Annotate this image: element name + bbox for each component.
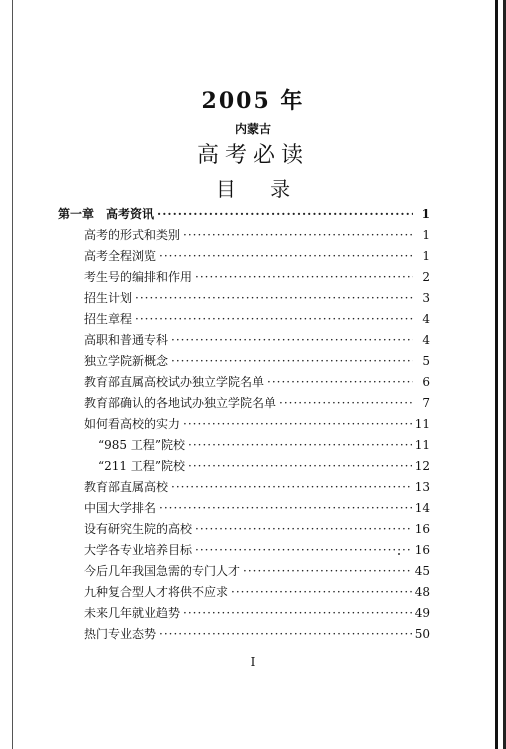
toc-entry-title: 大学各专业培养目标 xyxy=(84,543,193,557)
toc-page-number: 16 xyxy=(414,522,430,536)
toc-entry-title: 招生章程 xyxy=(84,312,133,326)
toc-leader-dots xyxy=(195,543,412,557)
toc-leader-dots xyxy=(135,312,413,326)
toc-leader-dots xyxy=(159,627,412,641)
toc-page-number: 3 xyxy=(422,291,430,305)
toc-page-number: 13 xyxy=(414,480,430,494)
toc-leader-dots xyxy=(183,228,413,242)
toc-entry[interactable] xyxy=(84,495,430,515)
toc-entry[interactable] xyxy=(84,600,430,620)
toc-page-number: 2 xyxy=(422,270,430,284)
book-title: 高考必读 xyxy=(196,143,309,168)
toc-page-number: 1 xyxy=(422,249,430,263)
toc-entry[interactable] xyxy=(84,558,430,578)
toc-entry-title: 未来几年就业趋势 xyxy=(84,606,181,620)
toc-leader-dots xyxy=(157,207,413,221)
toc-chapter-row[interactable] xyxy=(58,201,430,221)
toc-page-number: 5 xyxy=(422,354,430,368)
toc-page-number: 11 xyxy=(414,438,430,452)
toc-page-number: 7 xyxy=(422,396,430,410)
toc-entry[interactable] xyxy=(84,306,430,326)
toc-entry-title: “985 工程”院校 xyxy=(98,438,185,452)
toc-entry-title: 高考的形式和类别 xyxy=(84,228,181,242)
toc-leader-dots xyxy=(188,438,412,452)
toc-entry[interactable] xyxy=(84,474,430,494)
toc-leader-dots xyxy=(267,375,413,389)
toc-leader-dots xyxy=(188,459,412,473)
toc-page-number: 14 xyxy=(414,501,430,515)
toc-page-number: 1 xyxy=(422,228,430,242)
toc-leader-dots xyxy=(195,522,412,536)
toc-page-number: 12 xyxy=(414,459,430,473)
toc-entry[interactable] xyxy=(84,264,430,284)
toc-entry[interactable] xyxy=(98,432,430,452)
toc-entry[interactable] xyxy=(84,243,430,263)
toc-page-number: 50 xyxy=(414,627,430,641)
toc-entry-title: 九种复合型人才将供不应求 xyxy=(84,585,229,599)
toc-entry[interactable] xyxy=(84,537,430,557)
toc-leader-dots xyxy=(135,291,413,305)
toc-entry-title: 教育部直属高校 xyxy=(84,480,169,494)
toc-leader-dots xyxy=(183,417,412,431)
toc-entry[interactable] xyxy=(84,411,430,431)
toc-entry-title: 独立学院新概念 xyxy=(84,354,169,368)
toc-entry-title: 今后几年我国急需的专门人才 xyxy=(84,564,241,578)
toc-leader-dots xyxy=(183,606,412,620)
toc-entry[interactable] xyxy=(84,327,430,347)
toc-entry[interactable] xyxy=(98,453,430,473)
toc-entry[interactable] xyxy=(84,390,430,410)
toc-entry-title: 热门专业态势 xyxy=(84,627,157,641)
toc-entry-title: 考生号的编排和作用 xyxy=(84,270,193,284)
toc-leader-dots xyxy=(159,249,413,263)
toc-entry-title: “211 工程”院校 xyxy=(98,459,185,473)
page-number: I xyxy=(250,655,256,669)
toc-entry-title: 高职和普通专科 xyxy=(84,333,169,347)
toc-page-number: 4 xyxy=(422,333,430,347)
toc-entry-title: 教育部确认的各地试办独立学院名单 xyxy=(84,396,277,410)
toc-leader-dots xyxy=(195,270,413,284)
toc-entry-title: 设有研究生院的高校 xyxy=(84,522,193,536)
book-year: 2005 年 xyxy=(201,88,305,114)
toc-entry[interactable] xyxy=(84,516,430,536)
toc-entry-title: 招生计划 xyxy=(84,291,133,305)
toc-entry[interactable] xyxy=(84,222,430,242)
toc-leader-dots xyxy=(231,585,412,599)
toc-entry[interactable] xyxy=(84,579,430,599)
toc-page-number: 11 xyxy=(414,417,430,431)
scan-speck xyxy=(398,553,400,555)
toc-page-number: 6 xyxy=(422,375,430,389)
toc-leader-dots xyxy=(171,333,413,347)
toc-page-number: 45 xyxy=(414,564,430,578)
toc-page-number: 1 xyxy=(421,207,430,221)
toc-entry-title: 高考全程浏览 xyxy=(84,249,157,263)
toc-leader-dots xyxy=(171,354,413,368)
toc-entry[interactable] xyxy=(84,348,430,368)
toc-page-number: 4 xyxy=(422,312,430,326)
toc-leader-dots xyxy=(243,564,412,578)
toc-entry-title: 中国大学排名 xyxy=(84,501,157,515)
toc-entry[interactable] xyxy=(84,621,430,641)
toc-page-number: 49 xyxy=(414,606,430,620)
toc-entry[interactable] xyxy=(84,285,430,305)
toc-leader-dots xyxy=(171,480,412,494)
toc-page-number: 16 xyxy=(414,543,430,557)
book-region: 内蒙古 xyxy=(234,122,271,136)
chapter-number: 第一章 xyxy=(58,207,95,221)
toc-leader-dots xyxy=(159,501,412,515)
toc-page-number: 48 xyxy=(414,585,430,599)
toc-entry-title: 如何看高校的实力 xyxy=(84,417,181,431)
toc-entry-title: 教育部直属高校试办独立学院名单 xyxy=(84,375,265,389)
chapter-title: 高考资讯 xyxy=(106,207,155,221)
toc-leader-dots xyxy=(279,396,413,410)
toc-entry[interactable] xyxy=(84,369,430,389)
toc-heading: 目 录 xyxy=(215,177,305,201)
